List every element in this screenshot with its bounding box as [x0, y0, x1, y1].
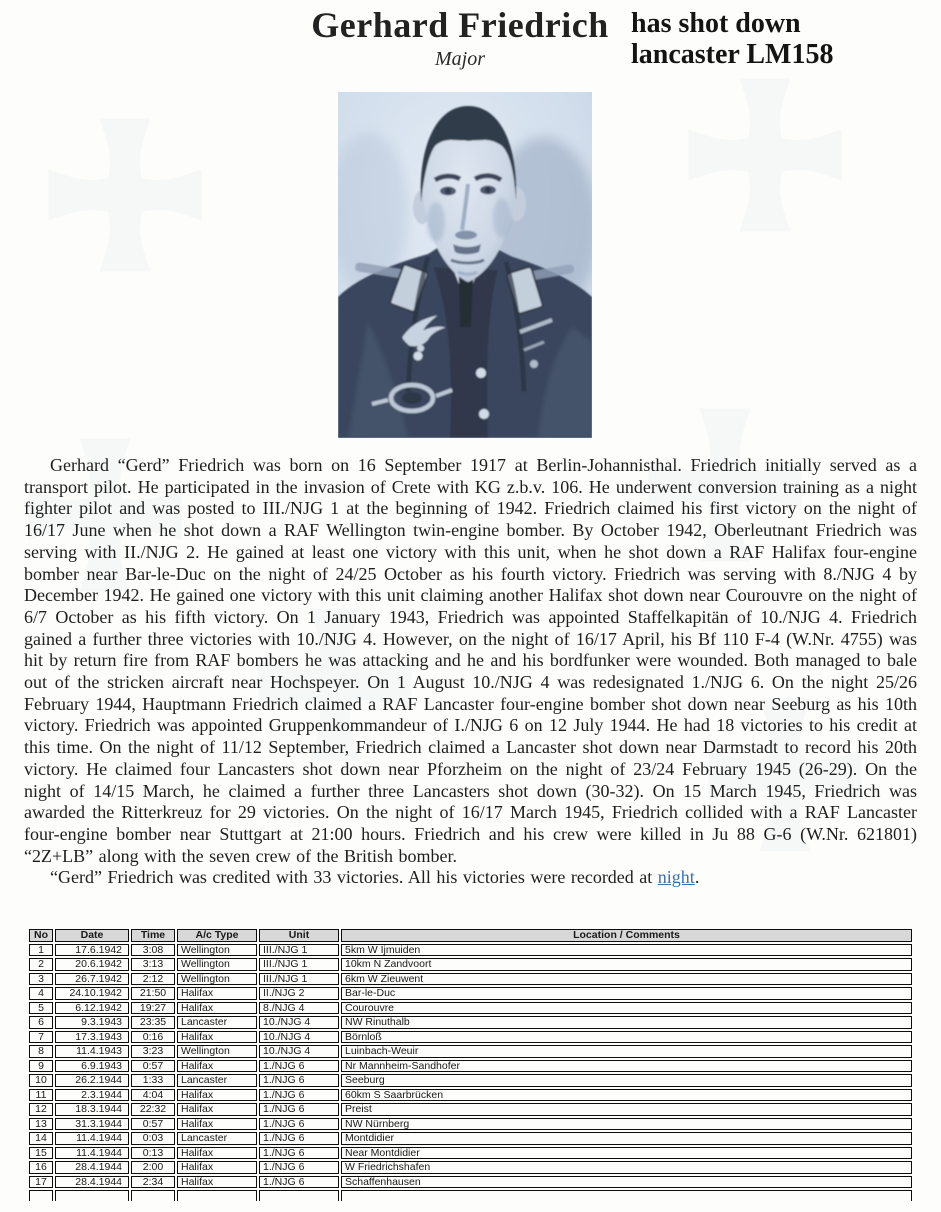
cell-aircraft-type: Halifax: [177, 1118, 257, 1131]
cell-no: 5: [29, 1002, 53, 1015]
header-block: [230, 4, 690, 71]
cell-location: 5km W Ijmuiden: [341, 944, 912, 957]
cell-time: 0:13: [131, 1147, 175, 1160]
cell-unit: III./NJG 1: [259, 944, 339, 957]
table-row: [29, 1045, 912, 1058]
cell-location: NW Rinuthalb: [341, 1016, 912, 1029]
cell-date: 17.3.1943: [55, 1031, 129, 1044]
cell-date: 11.4.1944: [55, 1132, 129, 1145]
cell-date: 24.10.1942: [55, 987, 129, 1000]
cell-time: 0:57: [131, 1118, 175, 1131]
rank-subtitle: Major: [435, 48, 485, 70]
cell-time: 0:57: [131, 1060, 175, 1073]
cell-time: 22:32: [131, 1103, 175, 1116]
cell-aircraft-type: Halifax: [177, 1176, 257, 1189]
portrait-illustration: [338, 92, 592, 438]
cell-date: 2.3.1944: [55, 1089, 129, 1102]
cell-unit: III./NJG 1: [259, 958, 339, 971]
cell-date: 11.4.1943: [55, 1045, 129, 1058]
page-title: Gerhard Friedrich: [311, 5, 609, 45]
cell-aircraft-type: Halifax: [177, 1147, 257, 1160]
cell-time: 3:13: [131, 958, 175, 971]
cell-no: 15: [29, 1147, 53, 1160]
table-header-row: [29, 929, 912, 942]
cell-date: 11.4.1944: [55, 1147, 129, 1160]
iron-cross-watermark-icon: [680, 70, 850, 240]
cell-location: Börnloß: [341, 1031, 912, 1044]
cell-location: 6km W Zieuwent: [341, 973, 912, 986]
cell-date: 28.4.1944: [55, 1176, 129, 1189]
cell-date: 26.2.1944: [55, 1074, 129, 1087]
cell-unit: 1./NJG 6: [259, 1147, 339, 1160]
cell-no: 6: [29, 1016, 53, 1029]
cell-location: 60km S Saarbrücken: [341, 1089, 912, 1102]
cell-time: 1:33: [131, 1074, 175, 1087]
cell-location: NW Nürnberg: [341, 1118, 912, 1131]
table-row: [29, 1118, 912, 1131]
cell-location: Schaffenhausen: [341, 1176, 912, 1189]
table-row: [29, 1147, 912, 1160]
cell-unit: III./NJG 1: [259, 973, 339, 986]
annotation-line-1: has shot down: [631, 8, 801, 39]
cell-location: 10km N Zandvoort: [341, 958, 912, 971]
cell-unit: 10./NJG 4: [259, 1016, 339, 1029]
cell-date: 31.3.1944: [55, 1118, 129, 1131]
cell-no: 8: [29, 1045, 53, 1058]
cell-unit: 1./NJG 6: [259, 1161, 339, 1174]
cell-no: 17: [29, 1176, 53, 1189]
table-row: [29, 987, 912, 1000]
victories-tbody: [29, 944, 912, 1202]
cell-location: Montdidier: [341, 1132, 912, 1145]
biography-paragraph-2-text: “Gerd” Friedrich was credited with 33 victories. All his victories were recorded at: [50, 867, 658, 888]
annotation-block: [631, 8, 833, 70]
cell-aircraft-type: Halifax: [177, 1103, 257, 1116]
cell-date: 18.3.1944: [55, 1103, 129, 1116]
cell-time: 19:27: [131, 1002, 175, 1015]
cell-empty: [341, 1190, 912, 1201]
portrait-photo: [338, 92, 592, 438]
cell-time: 23:35: [131, 1016, 175, 1029]
cell-no: 1: [29, 944, 53, 957]
column-header-aircraft-type: A/c Type: [177, 929, 257, 942]
cell-no: 2: [29, 958, 53, 971]
cell-no: 14: [29, 1132, 53, 1145]
cell-time: 2:00: [131, 1161, 175, 1174]
cell-location: Preist: [341, 1103, 912, 1116]
cell-date: 28.4.1944: [55, 1161, 129, 1174]
cell-empty: [131, 1190, 175, 1201]
cell-aircraft-type: Wellington: [177, 958, 257, 971]
cell-unit: 8./NJG 4: [259, 1002, 339, 1015]
cell-unit: 10./NJG 4: [259, 1045, 339, 1058]
cell-date: 6.12.1942: [55, 1002, 129, 1015]
cell-location: Bar-le-Duc: [341, 987, 912, 1000]
cell-empty: [55, 1190, 129, 1201]
table-row: [29, 1016, 912, 1029]
cell-unit: 1./NJG 6: [259, 1118, 339, 1131]
cell-no: 13: [29, 1118, 53, 1131]
table-row: [29, 1089, 912, 1102]
cell-location: Seeburg: [341, 1074, 912, 1087]
column-header-no: No: [29, 929, 53, 942]
cell-aircraft-type: Wellington: [177, 944, 257, 957]
table-row: [29, 1103, 912, 1116]
annotation-line-2: lancaster LM158: [631, 39, 834, 70]
victories-table-container: [27, 927, 914, 1201]
cell-unit: 1./NJG 6: [259, 1176, 339, 1189]
cell-aircraft-type: Halifax: [177, 1089, 257, 1102]
cell-aircraft-type: Lancaster: [177, 1016, 257, 1029]
iron-cross-watermark-icon: [40, 110, 210, 280]
cell-unit: 1./NJG 6: [259, 1074, 339, 1087]
cell-unit: 10./NJG 4: [259, 1031, 339, 1044]
table-row: [29, 944, 912, 957]
column-header-location: Location / Comments: [341, 929, 912, 942]
cell-location: Near Montdidier: [341, 1147, 912, 1160]
cell-time: 0:16: [131, 1031, 175, 1044]
cell-no: 10: [29, 1074, 53, 1087]
cell-aircraft-type: Halifax: [177, 1161, 257, 1174]
table-row: [29, 1074, 912, 1087]
victories-table: [27, 927, 914, 1201]
cell-time: 0:03: [131, 1132, 175, 1145]
biography-paragraph-2: [24, 867, 917, 889]
cell-no: 16: [29, 1161, 53, 1174]
table-row: [29, 1161, 912, 1174]
cell-location: W Friedrichshafen: [341, 1161, 912, 1174]
table-row: [29, 1031, 912, 1044]
cell-aircraft-type: Halifax: [177, 1060, 257, 1073]
biography: [24, 455, 917, 889]
cell-location: Nr Mannheim-Sandhofer: [341, 1060, 912, 1073]
cell-no: 4: [29, 987, 53, 1000]
cell-date: 6.9.1943: [55, 1060, 129, 1073]
cell-unit: 1./NJG 6: [259, 1089, 339, 1102]
cell-unit: II./NJG 2: [259, 987, 339, 1000]
table-row: [29, 1176, 912, 1189]
cell-time: 2:12: [131, 973, 175, 986]
cell-time: 3:23: [131, 1045, 175, 1058]
cell-unit: 1./NJG 6: [259, 1060, 339, 1073]
table-row: [29, 958, 912, 971]
cell-aircraft-type: Wellington: [177, 973, 257, 986]
cell-date: 20.6.1942: [55, 958, 129, 971]
cell-time: 4:04: [131, 1089, 175, 1102]
cell-date: 17.6.1942: [55, 944, 129, 957]
cell-aircraft-type: Wellington: [177, 1045, 257, 1058]
column-header-date: Date: [55, 929, 129, 942]
cell-date: 9.3.1943: [55, 1016, 129, 1029]
cell-empty: [177, 1190, 257, 1201]
cell-aircraft-type: Halifax: [177, 1002, 257, 1015]
cell-no: 11: [29, 1089, 53, 1102]
cell-unit: 1./NJG 6: [259, 1132, 339, 1145]
column-header-time: Time: [131, 929, 175, 942]
table-row: [29, 973, 912, 986]
table-row-empty: [29, 1190, 912, 1201]
cell-location: Luinbach-Weuir: [341, 1045, 912, 1058]
cell-no: 3: [29, 973, 53, 986]
cell-aircraft-type: Halifax: [177, 987, 257, 1000]
cell-empty: [259, 1190, 339, 1201]
cell-aircraft-type: Halifax: [177, 1031, 257, 1044]
biography-paragraph-2-period: .: [694, 867, 700, 888]
cell-no: 9: [29, 1060, 53, 1073]
cell-date: 26.7.1942: [55, 973, 129, 986]
cell-unit: 1./NJG 6: [259, 1103, 339, 1116]
table-row: [29, 1132, 912, 1145]
cell-aircraft-type: Lancaster: [177, 1132, 257, 1145]
cell-location: Courouvre: [341, 1002, 912, 1015]
cell-no: 7: [29, 1031, 53, 1044]
cell-aircraft-type: Lancaster: [177, 1074, 257, 1087]
table-row: [29, 1060, 912, 1073]
night-link[interactable]: night: [657, 867, 695, 888]
cell-empty: [29, 1190, 53, 1201]
cell-time: 3:08: [131, 944, 175, 957]
cell-time: 21:50: [131, 987, 175, 1000]
cell-time: 2:34: [131, 1176, 175, 1189]
biography-paragraph-1: Gerhard “Gerd” Friedrich was born on 16 September 1917 at Berlin-Johannisthal. Friedrich initially served as a transport pilot. He participated in the invasion of Crete with KG z.b.v. 106. He underwent conversion training as a night fighter pilot and was posted to III./NJG 1 at the beginning of 1942. Friedrich claimed his first victory on the night of 16/17 June when he shot down a RAF Wellington twin-engine bomber. By October 1942, Oberleutnant Friedrich was serving with II./NJG 2. He gained at least one victory with this unit, when he shot down a RAF Halifax four-engine bomber near Bar-le-Duc on the night of 24/25 October as his fourth victory. Friedrich was serving with 8./NJG 4 by December 1942. He gained one victory with this unit claiming another Halifax shot down near Courouvre on the night of 6/7 October as his fifth victory. On 1 January 1943, Friedrich was appointed Staffelkapitän of 10./NJG 4. Friedrich gained a further three victories with 10./NJG 4. However, on the night of 16/17 April, his Bf 110 F-4 (W.Nr. 4755) was hit by return fire from RAF bombers he was attacking and he and his bordfunker were wounded. Both managed to bale out of the stricken aircraft near Hochspeyer. On 1 August 10./NJG 4 was redesignated 1./NJG 6. On the night 25/26 February 1944, Hauptmann Friedrich claimed a RAF Lancaster four-engine bomber shot down near Seeburg as his 10th victory. Friedrich was appointed Gruppenkommandeur of I./NJG 6 on 12 July 1944. He had 18 victories to his credit at this time. On the night of 11/12 September, Friedrich claimed a Lancaster shot down near Darmstadt to record his 20th victory. He claimed four Lancasters shot down near Pforzheim on the night of 23/24 February 1945 (26-29). On the night of 14/15 March, he claimed a further three Lancasters shot down (30-32). On 15 March 1945, Friedrich was awarded the Ritterkreuz for 29 victories. On the night of 16/17 March 1945, Friedrich collided with a RAF Lancaster four-engine bomber near Stuttgart at 21:00 hours. Friedrich and his crew were killed in Ju 88 G-6 (W.Nr. 621801) “2Z+LB” along with the seven crew of the British bomber.: [24, 455, 917, 866]
column-header-unit: Unit: [259, 929, 339, 942]
table-row: [29, 1002, 912, 1015]
cell-no: 12: [29, 1103, 53, 1116]
